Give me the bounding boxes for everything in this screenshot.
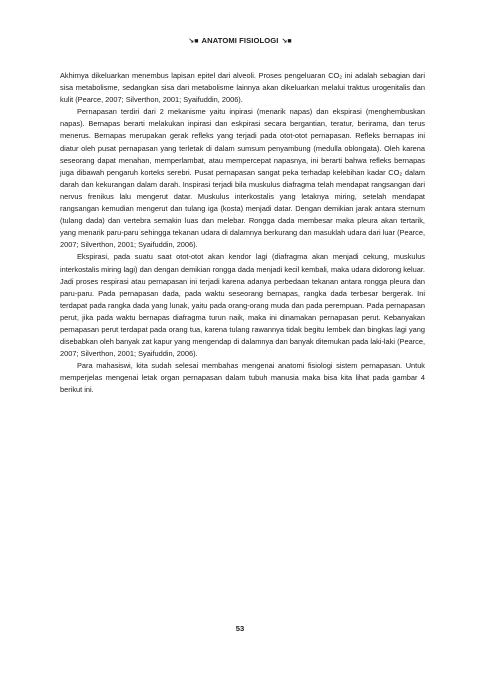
header-ornament-right-icon: ↘■ — [281, 38, 292, 45]
page-number: 53 — [235, 624, 245, 633]
paragraph-4: Para mahasiswi, kita sudah selesai membahas mengenai anatomi fisiologi sistem pernapasan. Untuk memperjelas mengenai letak organ pernapasan dalam tubuh manusia maka bisa kita lihat pada gambar 4 berikut ini. — [60, 361, 425, 395]
body-text — [60, 70, 425, 397]
paragraph-1: Akhirnya dikeluarkan menembus lapisan epitel dari alveoli. Proses pengeluaran CO₂ ini adalah sebagian dari sisa metabolisme, sedangkan sisa dari metabolisme lainnya akan dikeluarkan melalui traktus urogenitalis dan kulit (Pearce, 2007; Silverthon, 2001; Syaifuddin, 2006). — [60, 71, 425, 105]
header-title: ANATOMI FISIOLOGI — [201, 36, 279, 45]
page-header — [0, 36, 480, 45]
paragraph-3: Ekspirasi, pada suatu saat otot-otot akan kendor lagi (diafragma akan menjadi cekung, muskulus interkostalis miring lagi) dan dengan demikian rongga dada menjadi kecil kembali, maka udara didorong keluar. Jadi proses respirasi atau pernapasan ini terjadi karena adanya perbedaan tekanan antara rongga pleura dan paru-paru. Pada pernapasan dada, pada waktu seseorang bernapas, rangka dada terbesar bergerak. Ini terdapat pada rangka dada yang lunak, yaitu pada orang-orang muda dan pada perempuan. Pada pernapasan perut, jika pada waktu bernapas diafragma turun naik, maka ini dinamakan pernapasan perut. Kebanyakan pernapasan perut terdapat pada orang tua, karena tulang rawannya tidak begitu lembek dan bingkas lagi yang disebabkan oleh banyak zat kapur yang mengendap di dalamnya dan banyak ditemukan pada laki-laki (Pearce, 2007; Silverthon, 2001; Syaifuddin, 2006). — [60, 252, 425, 359]
paragraph-2: Pernapasan terdiri dari 2 mekanisme yaitu inpirasi (menarik napas) dan ekspirasi (menghembuskan napas). Bernapas berarti melakukan inpirasi dan eskpirasi secara bergantian, teratur, berirama, dan terus menerus. Bernapas merupakan gerak refleks yang terjadi pada otot-otot pernapasan. Refleks bernapas ini diatur oleh pusat pernapasan yang terletak di dalam sumsum penyambung (medulla oblongata). Oleh karena seseorang dapat menahan, memperlambat, atau mempercepat napasnya, ini berarti bahwa refleks bernapas juga dibawah pengaruh korteks serebri. Pusat pernapasan sangat peka terhadap kelebihan kadar CO₂ dalam darah dan kekurangan dalam darah. Inspirasi terjadi bila muskulus diafragma telah mendapat rangsangan dari nervus frenikus lalu mengerut datar. Muskulus interkostalis yang letaknya miring, setelah mendapat rangsangan kemudian mengerut dan tulang iga (kosta) menjadi datar. Dengan demikian jarak antara sternum (tulang dada) dan vertebra semakin luas dan melebar. Rongga dada membesar maka pleura akan tertarik, yang menarik paru-paru sehingga tekanan udara di dalamnya berkurang dan masuklah udara dari luar (Pearce, 2007; Silverthon, 2001; Syaifuddin, 2006). — [60, 107, 425, 250]
header-ornament-left-icon: ↘■ — [188, 38, 199, 45]
